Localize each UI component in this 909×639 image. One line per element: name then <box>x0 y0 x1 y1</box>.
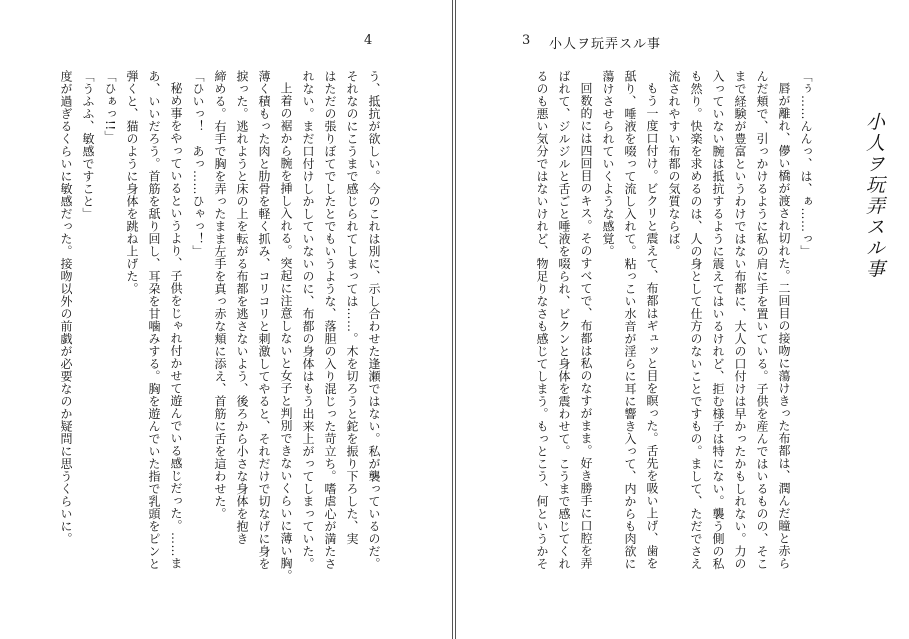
text-line: 締める。右手で胸を弄ったまま左手を真っ赤な頬に添え、首筋に舌を這わせた。 <box>213 70 227 520</box>
text-line: 度が過ぎるくらいに敏感だった。接吻以外の前戯が必要なのか疑問に思うくらいに。 <box>59 70 73 545</box>
text-line: 「ぅ……んんっ、は、ぁ……っ」 <box>799 70 813 258</box>
text-line: 捩った。逃れようと床の上を転がる布都を逃さないよう、後ろから小さな身体を抱き <box>235 70 249 545</box>
text-line: れない。まだ口付けしかしていないのに、布都の身体はもう出来上がってしまっていた。 <box>301 70 315 570</box>
text-line: 弾くと、猫のように身体を跳ね上げた。 <box>125 70 139 295</box>
text-line: もう一度口付け。ビクリと震えて、布都はギュッと目を瞑った。舌先を吸い上げ、歯を <box>645 82 659 570</box>
text-line: ばれて、ジルジルと舌ごと唾液を啜られ、ビクンと身体を震わせて。こうまで感じてくれ <box>557 70 571 570</box>
text-line: 「ひいっ！ あっ……ひゃっ！」 <box>191 70 205 258</box>
left-page <box>0 0 453 639</box>
chapter-title: 小人ヲ玩弄スル事 <box>863 112 885 280</box>
text-line: 上着の裾から腕を挿し入れる。突起に注意しないと女子と判別できないくらいに薄い胸。 <box>279 82 293 582</box>
page-number-right: 3 <box>522 33 531 48</box>
text-line: るのも悪い気分ではないけれど、物足りなさも感じてしまう。もっとこう、何というかそ <box>535 70 549 570</box>
text-line: まで経験が豊富というわけではない布都に、大人の口付けは早かったかもしれない。力の <box>733 70 747 570</box>
text-line: 唇が離れ、儚い橋が渡され切れた。二回目の接吻に蕩けきった布都は、潤んだ瞳と赤ら <box>777 82 791 570</box>
text-line: 舐り、唾液を啜って流し入れて。粘っこい水音が淫らに耳に響き入って、内からも肉欲に <box>623 70 637 570</box>
text-line: 回数的には四回目のキス。そのすべてで、布都は私のなすがまま。好き勝手に口腔を弄 <box>579 82 593 570</box>
text-line: 薄く積もった肉と肋骨を軽く抓み、コリコリと刺激してやると、それだけで切なげに身を <box>257 70 271 570</box>
text-line: う、抵抗が欲しい。今のこれは別に、示し合わせた逢瀬ではない。私が襲っているのだ。 <box>367 70 381 570</box>
running-head: 小人ヲ玩弄スル事 <box>549 37 662 52</box>
text-line: 入っていない腕は抵抗するように震えてはいるけれど、拒む様子は特にない。襲う側の私 <box>711 70 725 570</box>
text-line: 秘め事をやっているというより、子供をじゃれ付かせて遊んでいる感じだった。……ま <box>169 82 183 570</box>
right-page <box>456 0 909 639</box>
text-line: 蕩けさせられていくような感覚。 <box>601 70 615 258</box>
page-number-left: 4 <box>364 33 373 48</box>
text-line: はただの張りぼてでしたとでもいうような、落胆の入り混じった苛立ち。嗜虐心が満たさ <box>323 70 337 570</box>
text-line: それなのにこうまで感じられてしまっては……。木を切ろうと鉈を振り下ろした、実 <box>345 70 359 545</box>
text-line: も然り。快楽を求めるのは、人の身として仕方のないことですもの。まして、ただでさえ <box>689 70 703 570</box>
text-line: んだ頬で、引っかけるように私の肩に手を置いている。子供を産んではいるものの、そこ <box>755 70 769 570</box>
text-line: 流されやすい布都の気質ならば。 <box>667 70 681 258</box>
text-line: あ、いいだろう。首筋を舐り回し、耳朶を甘噛みする。胸を遊んでいた指で乳頭をピンと <box>147 70 161 570</box>
text-line: 「ひぁっ!!」 <box>103 70 117 144</box>
text-line: 「うふふ、敏感ですこと」 <box>81 70 95 220</box>
